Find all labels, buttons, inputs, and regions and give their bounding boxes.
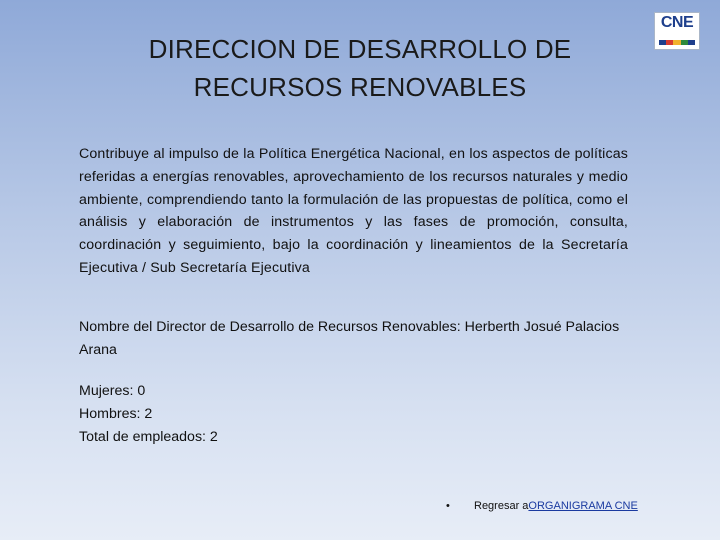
bullet-icon: •	[446, 500, 450, 512]
logo-stripe	[659, 40, 666, 45]
stat-total: Total de empleados: 2	[79, 428, 218, 445]
cne-logo-text: CNE	[660, 14, 694, 31]
cne-logo-stripes	[659, 40, 695, 45]
staff-stats	[79, 380, 379, 448]
description-paragraph: Contribuye al impulso de la Política Energética Nacional, en los aspectos de políticas referidas a energías renovables, aprovechamiento de los recursos naturales y medio ambiente, comprendiendo tanto la formulación de las propuestas de política, como el análisis y elaboración de instrumentos y las fases de promoción, consulta, coordinación y seguimiento, bajo la coordinación y lineamientos de la Secretaría Ejecutiva / Sub Secretaría Ejecutiva	[79, 146, 628, 276]
stat-hombres: Hombres: 2	[79, 405, 153, 422]
logo-stripe	[673, 40, 680, 45]
footer-prefix: Regresar a	[474, 500, 529, 512]
slide-title: DIRECCION DE DESARROLLO DE RECURSOS RENOVABLES	[148, 34, 572, 102]
cne-logo	[654, 12, 700, 50]
logo-stripe	[688, 40, 695, 45]
logo-stripe	[681, 40, 688, 45]
logo-stripe	[666, 40, 673, 45]
stat-mujeres: Mujeres: 0	[79, 383, 146, 399]
director-paragraph: Nombre del Director de Desarrollo de Recursos Renovables: Herberth Josué Palacios Arana	[79, 319, 620, 358]
footer-nav	[446, 498, 638, 514]
organigrama-link[interactable]: ORGANIGRAMA CNE	[528, 500, 638, 512]
